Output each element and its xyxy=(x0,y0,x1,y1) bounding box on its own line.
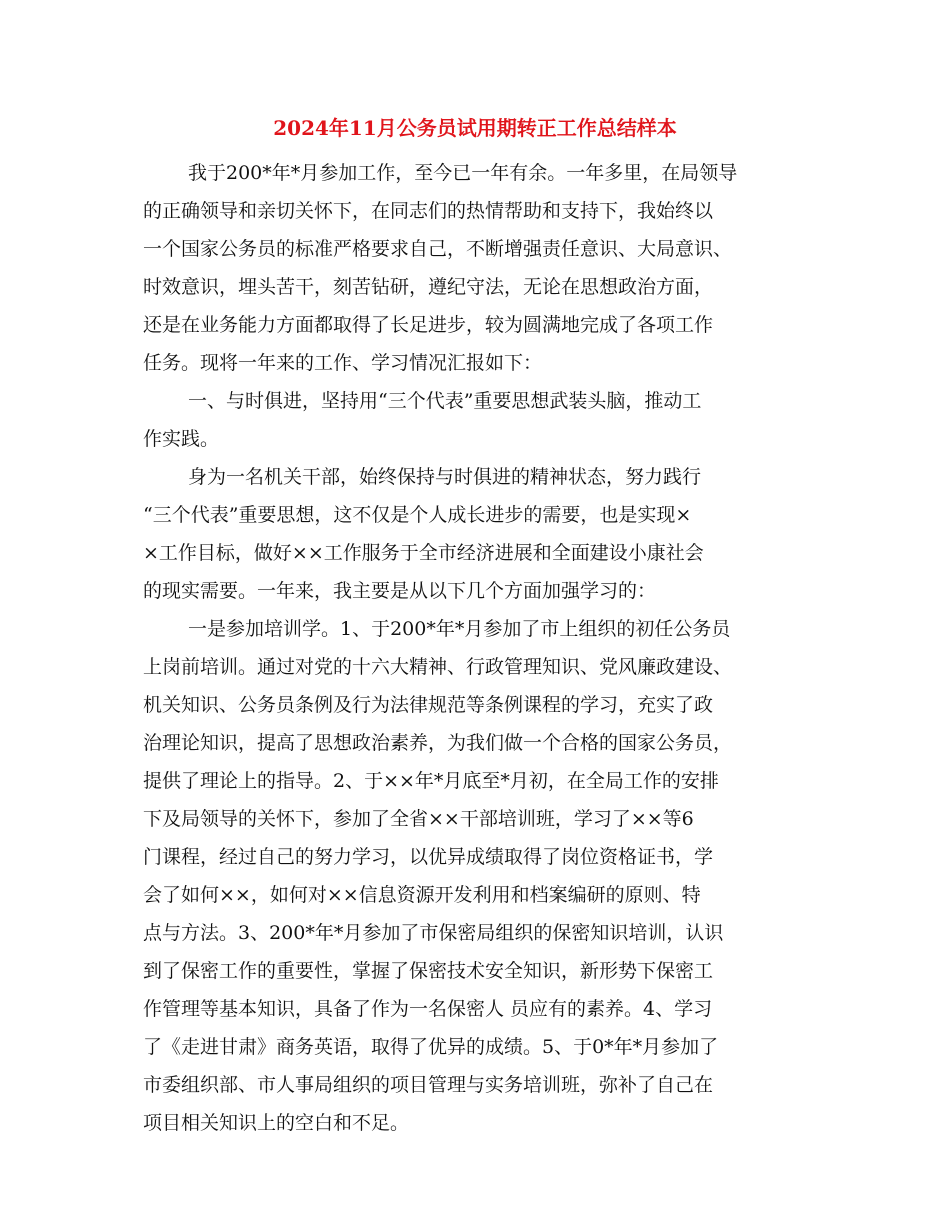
paragraph-line: 了《走进甘肃》商务英语，取得了优异的成绩。5、于0*年*月参加了 xyxy=(143,1036,719,1058)
paragraph-line: 到了保密工作的重要性，掌握了保密技术安全知识，新形势下保密工 xyxy=(143,960,714,982)
paragraph-line: 一是参加培训学。1、于200*年*月参加了市上组织的初任公务员 xyxy=(188,618,731,640)
paragraph-line: 点与方法。3、200*年*月参加了市保密局组织的保密知识培训，认识 xyxy=(143,922,724,944)
paragraph-line: 市委组织部、市人事局组织的项目管理与实务培训班，弥补了自己在 xyxy=(143,1074,714,1096)
section-heading-line: 作实践。 xyxy=(143,428,220,450)
paragraph-line: 机关知识、公务员条例及行为法律规范等条例课程的学习，充实了政 xyxy=(143,694,714,716)
paragraph-line: 的正确领导和亲切关怀下，在同志们的热情帮助和支持下，我始终以 xyxy=(143,200,714,222)
paragraph-line: 一个国家公务员的标准严格要求自己，不断增强责任意识、大局意识、 xyxy=(143,238,733,260)
paragraph-line: 会了如何××，如何对××信息资源开发利用和档案编研的原则、特 xyxy=(143,884,701,906)
paragraph-line: 治理论知识，提高了思想政治素养，为我们做一个合格的国家公务员， xyxy=(143,732,733,754)
paragraph-line: 我于200*年*月参加工作，至今已一年有余。一年多里，在局领导 xyxy=(188,162,738,184)
paragraph-line: 提供了理论上的指导。2、于××年*月底至*月初，在全局工作的安排 xyxy=(143,770,719,792)
document-title: 2024年11月公务员试用期转正工作总结样本 xyxy=(273,116,677,140)
paragraph-line: “三个代表”重要思想，这不仅是个人成长进步的需要，也是实现× xyxy=(143,504,692,526)
paragraph-line: ×工作目标，做好××工作服务于全市经济进展和全面建设小康社会 xyxy=(143,542,704,564)
paragraph-line: 门课程，经过自己的努力学习，以优异成绩取得了岗位资格证书，学 xyxy=(143,846,714,868)
paragraph-line: 时效意识，埋头苦干，刻苦钻研，遵纪守法，无论在思想政治方面， xyxy=(143,276,714,298)
paragraph-line: 上岗前培训。通过对党的十六大精神、行政管理知识、党风廉政建设、 xyxy=(143,656,733,678)
section-heading-line: 一、与时俱进，坚持用“三个代表”重要思想武装头脑，推动工 xyxy=(188,390,702,412)
paragraph-line: 身为一名机关干部，始终保持与时俱进的精神状态，努力践行 xyxy=(188,466,702,488)
paragraph-line: 任务。现将一年来的工作、学习情况汇报如下： xyxy=(143,352,543,374)
paragraph-line: 还是在业务能力方面都取得了长足进步，较为圆满地完成了各项工作 xyxy=(143,314,714,336)
paragraph-line: 的现实需要。一年来，我主要是从以下几个方面加强学习的： xyxy=(143,580,657,602)
paragraph-line: 项目相关知识上的空白和不足。 xyxy=(143,1112,410,1134)
paragraph-line: 下及局领导的关怀下，参加了全省××干部培训班，学习了××等6 xyxy=(143,808,694,830)
paragraph-line: 作管理等基本知识，具备了作为一名保密人 员应有的素养。4、学习 xyxy=(143,998,713,1020)
